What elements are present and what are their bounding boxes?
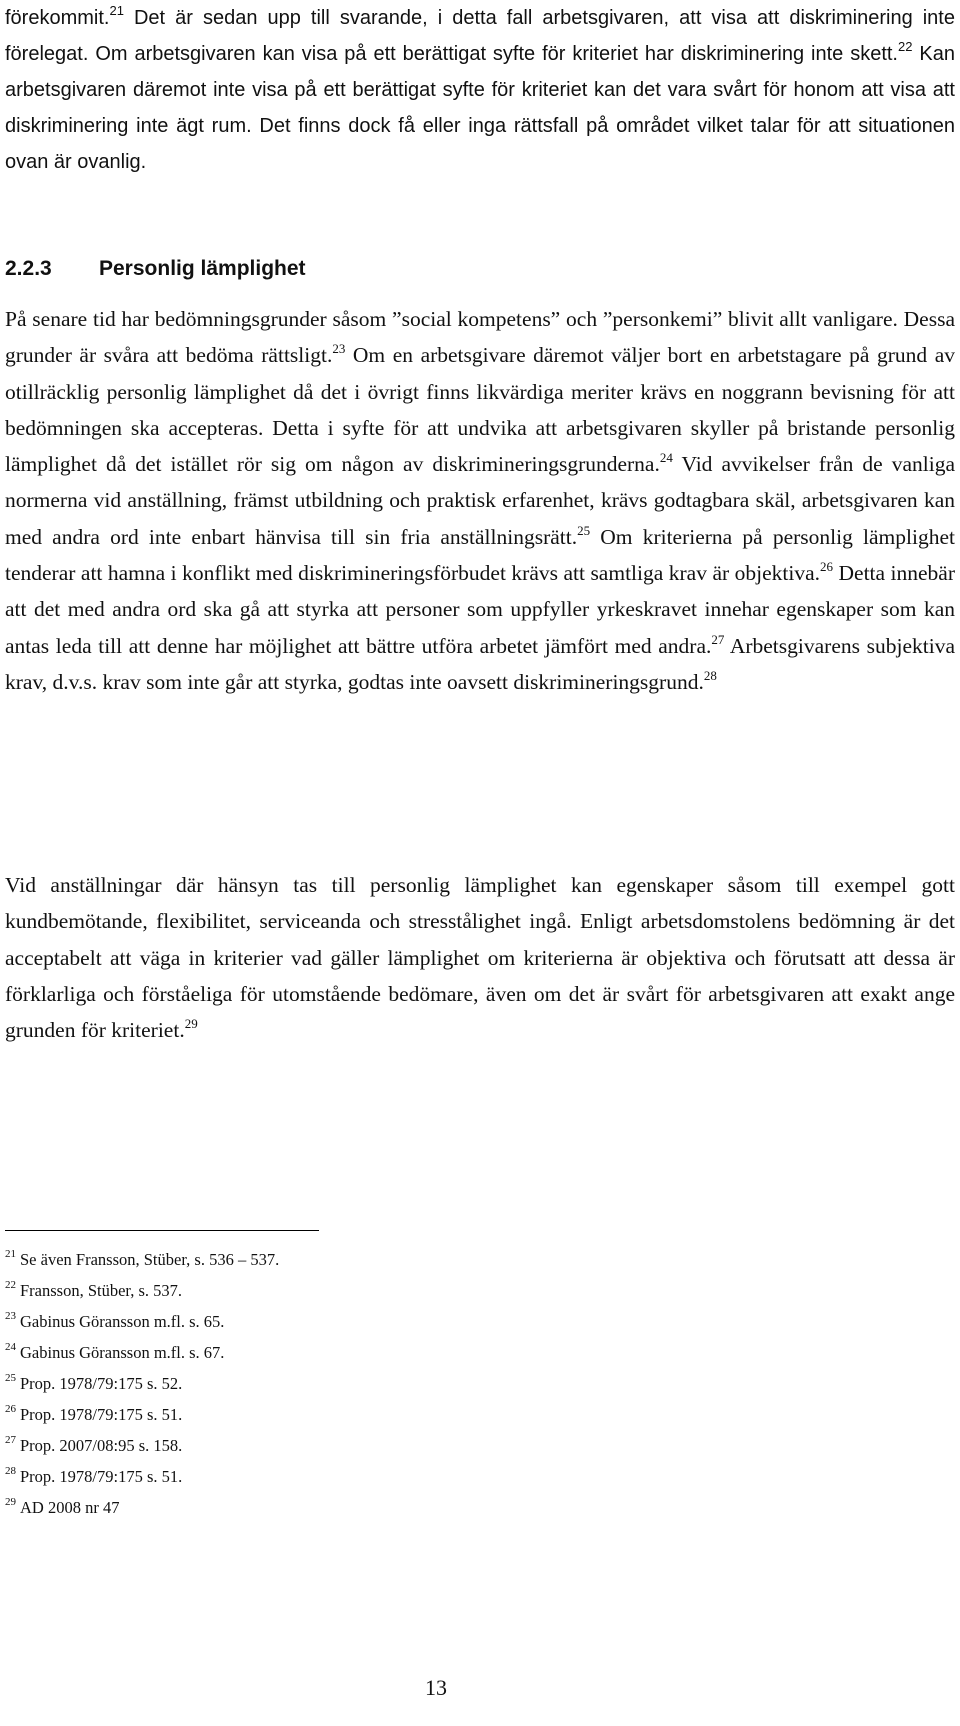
paragraph-text: Vid anställningar där hänsyn tas till personlig lämplighet kan egenskaper såsom till exempel gott kundbemötande, flexibilitet, serviceanda och stresstålighet ingå. Enligt arbetsdomstolens bedömning är det acceptabelt att väga in kriterier vad gäller lämplighet om kriterierna är objektiva och förutsatt att dessa är förklarliga och förståeliga för utomstående bedömare, även om det är svårt för arbetsgivaren att exakt ange grunden för kriteriet.	[5, 873, 955, 1043]
footnote-ref: 23	[332, 341, 346, 357]
footnote-item	[5, 1461, 605, 1492]
section-title: Personlig lämplighet	[99, 257, 306, 280]
footnote-text: Gabinus Göransson m.fl. s. 67.	[20, 1343, 225, 1362]
paragraph-text: Det är sedan upp till svarande, i detta fall arbetsgivaren, att visa att diskriminering inte förelegat. Om arbetsgivaren kan visa på ett berättigat syfte för kriteriet har diskriminering inte skett.	[5, 7, 955, 65]
footnote-ref: 25	[577, 522, 591, 538]
footnote-number: 29	[5, 1495, 16, 1508]
section-number: 2.2.3	[5, 257, 52, 280]
footnote-number: 22	[5, 1278, 16, 1291]
footnote-number: 27	[5, 1433, 16, 1446]
footnote-separator	[5, 1230, 319, 1231]
footnote-ref: 29	[184, 1016, 198, 1032]
body-paragraph	[5, 867, 955, 1048]
footnote-item	[5, 1306, 605, 1337]
footnote-ref: 21	[109, 3, 124, 19]
footnote-item	[5, 1244, 605, 1275]
footnote-number: 26	[5, 1402, 16, 1415]
paragraph-text: Om kriterierna på personlig lämplighet tenderar att hamna i konflikt med diskrimineringsförbudet krävs att samtliga krav är objektiva.	[5, 524, 955, 586]
footnote-ref: 26	[820, 558, 834, 574]
footnote-text: Fransson, Stüber, s. 537.	[20, 1281, 183, 1300]
body-paragraph	[5, 301, 955, 700]
footnote-text: Prop. 2007/08:95 s. 158.	[20, 1436, 183, 1455]
paragraph-text: På senare tid har bedömningsgrunder såsom ”social kompetens” och ”personkemi” blivit allt vanligare. Dessa grunder är svåra att bedöma rättsligt.	[5, 307, 955, 368]
paragraph-text: Arbetsgivarens subjektiva krav, d.v.s. krav som inte går att styrka, godtas inte oavsett diskrimineringsgrund.	[5, 633, 955, 694]
footnote-item	[5, 1399, 605, 1430]
footnote-text: Prop. 1978/79:175 s. 52.	[20, 1374, 183, 1393]
paragraph-text: Om en arbetsgivare däremot väljer bort en arbetstagare på grund av otillräcklig personlig lämplighet då det i övrigt finns likvärdiga meriter krävs en noggrann bevisning för att bedömningen ska accepteras. Detta i syfte för att undvika att arbetsgivaren skyller på bristande personlig lämplighet då det istället rör sig om någon av diskrimineringsgrunderna.	[5, 343, 955, 477]
page-number: 13	[425, 1675, 447, 1700]
paragraph-text: Kan arbetsgivaren däremot inte visa på ett berättigat syfte för kriteriet kan det vara svårt för honom att visa att diskriminering inte ägt rum. Det finns dock få eller inga rättsfall på området vilket talar för att situationen ovan är ovanlig.	[5, 43, 955, 173]
footnote-item	[5, 1430, 605, 1461]
footnote-item	[5, 1368, 605, 1399]
footnote-ref: 22	[898, 39, 913, 55]
footnote-text: Gabinus Göransson m.fl. s. 65.	[20, 1312, 225, 1331]
paragraph-text: Detta innebär att det med andra ord ska gå att styrka att personer som uppfyller yrkeskravet innehar egenskaper som kan antas leda till att denne har möjlighet att bättre utföra arbetet jämfört med andra.	[5, 561, 955, 658]
body-paragraph	[5, 0, 955, 180]
footnote-text: Prop. 1978/79:175 s. 51.	[20, 1405, 183, 1424]
footnote-ref: 27	[711, 631, 725, 647]
footnote-text: AD 2008 nr 47	[20, 1498, 120, 1517]
footnote-text: Se även Fransson, Stüber, s. 536 – 537.	[20, 1250, 280, 1269]
paragraph-text: Vid avvikelser från de vanliga normerna vid anställning, främst utbildning och praktisk erfarenhet, krävs godtagbara skäl, arbetsgivaren kan med andra ord inte enbart hänvisa till sin fria anställningsrätt.	[5, 452, 956, 549]
footnote-ref: 24	[659, 450, 673, 466]
footnotes-list	[5, 1244, 605, 1523]
footnote-text: Prop. 1978/79:175 s. 51.	[20, 1467, 183, 1486]
footnote-item	[5, 1492, 605, 1523]
footnote-number: 28	[5, 1464, 16, 1477]
footnote-item	[5, 1275, 605, 1306]
footnote-item	[5, 1337, 605, 1368]
footnote-number: 25	[5, 1371, 16, 1384]
footnote-number: 23	[5, 1309, 16, 1322]
paragraph-text: förekommit.	[5, 7, 110, 29]
footnote-number: 24	[5, 1340, 16, 1353]
footnote-number: 21	[5, 1247, 16, 1260]
section-heading	[5, 254, 306, 284]
footnote-ref: 28	[703, 667, 717, 683]
